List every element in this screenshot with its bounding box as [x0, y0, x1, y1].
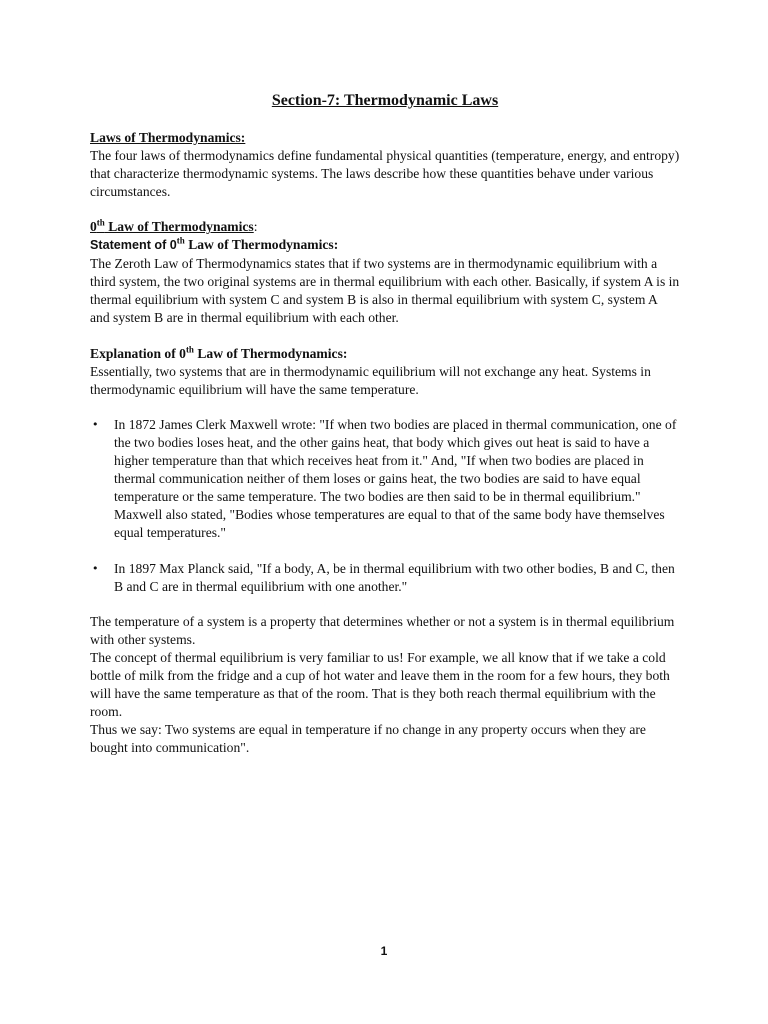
zeroth-heading-superscript: th [96, 217, 105, 228]
laws-intro-paragraph: The four laws of thermodynamics define fundamental physical quantities (temperature, energy, and entropy) that characterize thermodynamic systems. The laws describe how these quantities behave under various circumstances. [90, 147, 680, 199]
explanation-heading [90, 345, 680, 363]
zeroth-law-heading [90, 218, 680, 236]
explanation-paragraph: Essentially, two systems that are in thermodynamic equilibrium will not exchange any heat. Systems in thermodynamic equilibrium will have the same temperature. [90, 363, 651, 397]
closing-paragraph: Thus we say: Two systems are equal in temperature if no change in any property occurs when they are bought into communication". [90, 721, 646, 755]
bullet-icon: • [92, 561, 99, 575]
laws-heading: Laws of Thermodynamics: [90, 129, 246, 145]
page-content [90, 92, 680, 757]
page-number: 1 [380, 944, 388, 958]
list-item-text: In 1897 Max Planck said, "If a body, A, be in thermal equilibrium with two other bodies, B and C, then B and C are in thermal equilibrium with one another." [114, 560, 675, 594]
page-title: Section-7: Thermodynamic Laws [271, 92, 499, 109]
bullet-icon: • [92, 418, 99, 432]
closing-paragraph: The concept of thermal equilibrium is very familiar to us! For example, we all know that if we take a cold bottle of milk from the fridge and a cup of hot water and leave them in the room for a few hours, they both will have the same temperature as that of the room. That is they both reach thermal equilibrium with the room. [90, 650, 670, 719]
statement-heading-superscript: th [176, 235, 185, 246]
list-item [90, 560, 680, 596]
statement-heading-prefix: Statement of 0 [90, 238, 177, 253]
closing-paragraph: The temperature of a system is a property that determines whether or not a system is in thermal equilibrium with other systems. [90, 614, 675, 648]
laws-section [90, 129, 680, 201]
closing-section [90, 613, 680, 756]
list-item-text: In 1872 James Clerk Maxwell wrote: "If when two bodies are placed in thermal communication, one of the two bodies loses heat, and the other gains heat, that body which gives out heat is said to have a higher temperature than that which receives heat from it." And, "If when two bodies are placed in thermal communication neither of them loses or gains heat, the two bodies are said to have equal temperature or the same temperature. The two bodies are then said to be in thermal equilibrium." Maxwell also stated, "Bodies whose temperatures are equal to that of the same body have themselves equal temperatures." [114, 417, 677, 540]
statement-heading [90, 236, 680, 255]
statement-paragraph: The Zeroth Law of Thermodynamics states that if two systems are in thermodynamic equilibrium with a third system, the two original systems are in thermal equilibrium with each other. Basically, if system A is in thermal equilibrium with system C and system B is also in thermal equilibrium with system C, system A and system B are in thermal equilibrium with each other. [90, 256, 680, 325]
zeroth-heading-number: 0 [90, 219, 97, 235]
list-item [90, 416, 680, 541]
explanation-heading-suffix: Law of Thermodynamics: [193, 345, 348, 361]
quote-list [90, 416, 680, 595]
explanation-heading-superscript: th [185, 344, 194, 355]
explanation-section [90, 345, 680, 399]
statement-heading-suffix: Law of Thermodynamics: [184, 237, 339, 253]
explanation-heading-prefix: Explanation of 0 [90, 345, 186, 361]
zeroth-heading-colon: : [253, 219, 258, 235]
zeroth-law-section [90, 218, 680, 326]
zeroth-heading-text: Law of Thermodynamics [104, 219, 254, 235]
